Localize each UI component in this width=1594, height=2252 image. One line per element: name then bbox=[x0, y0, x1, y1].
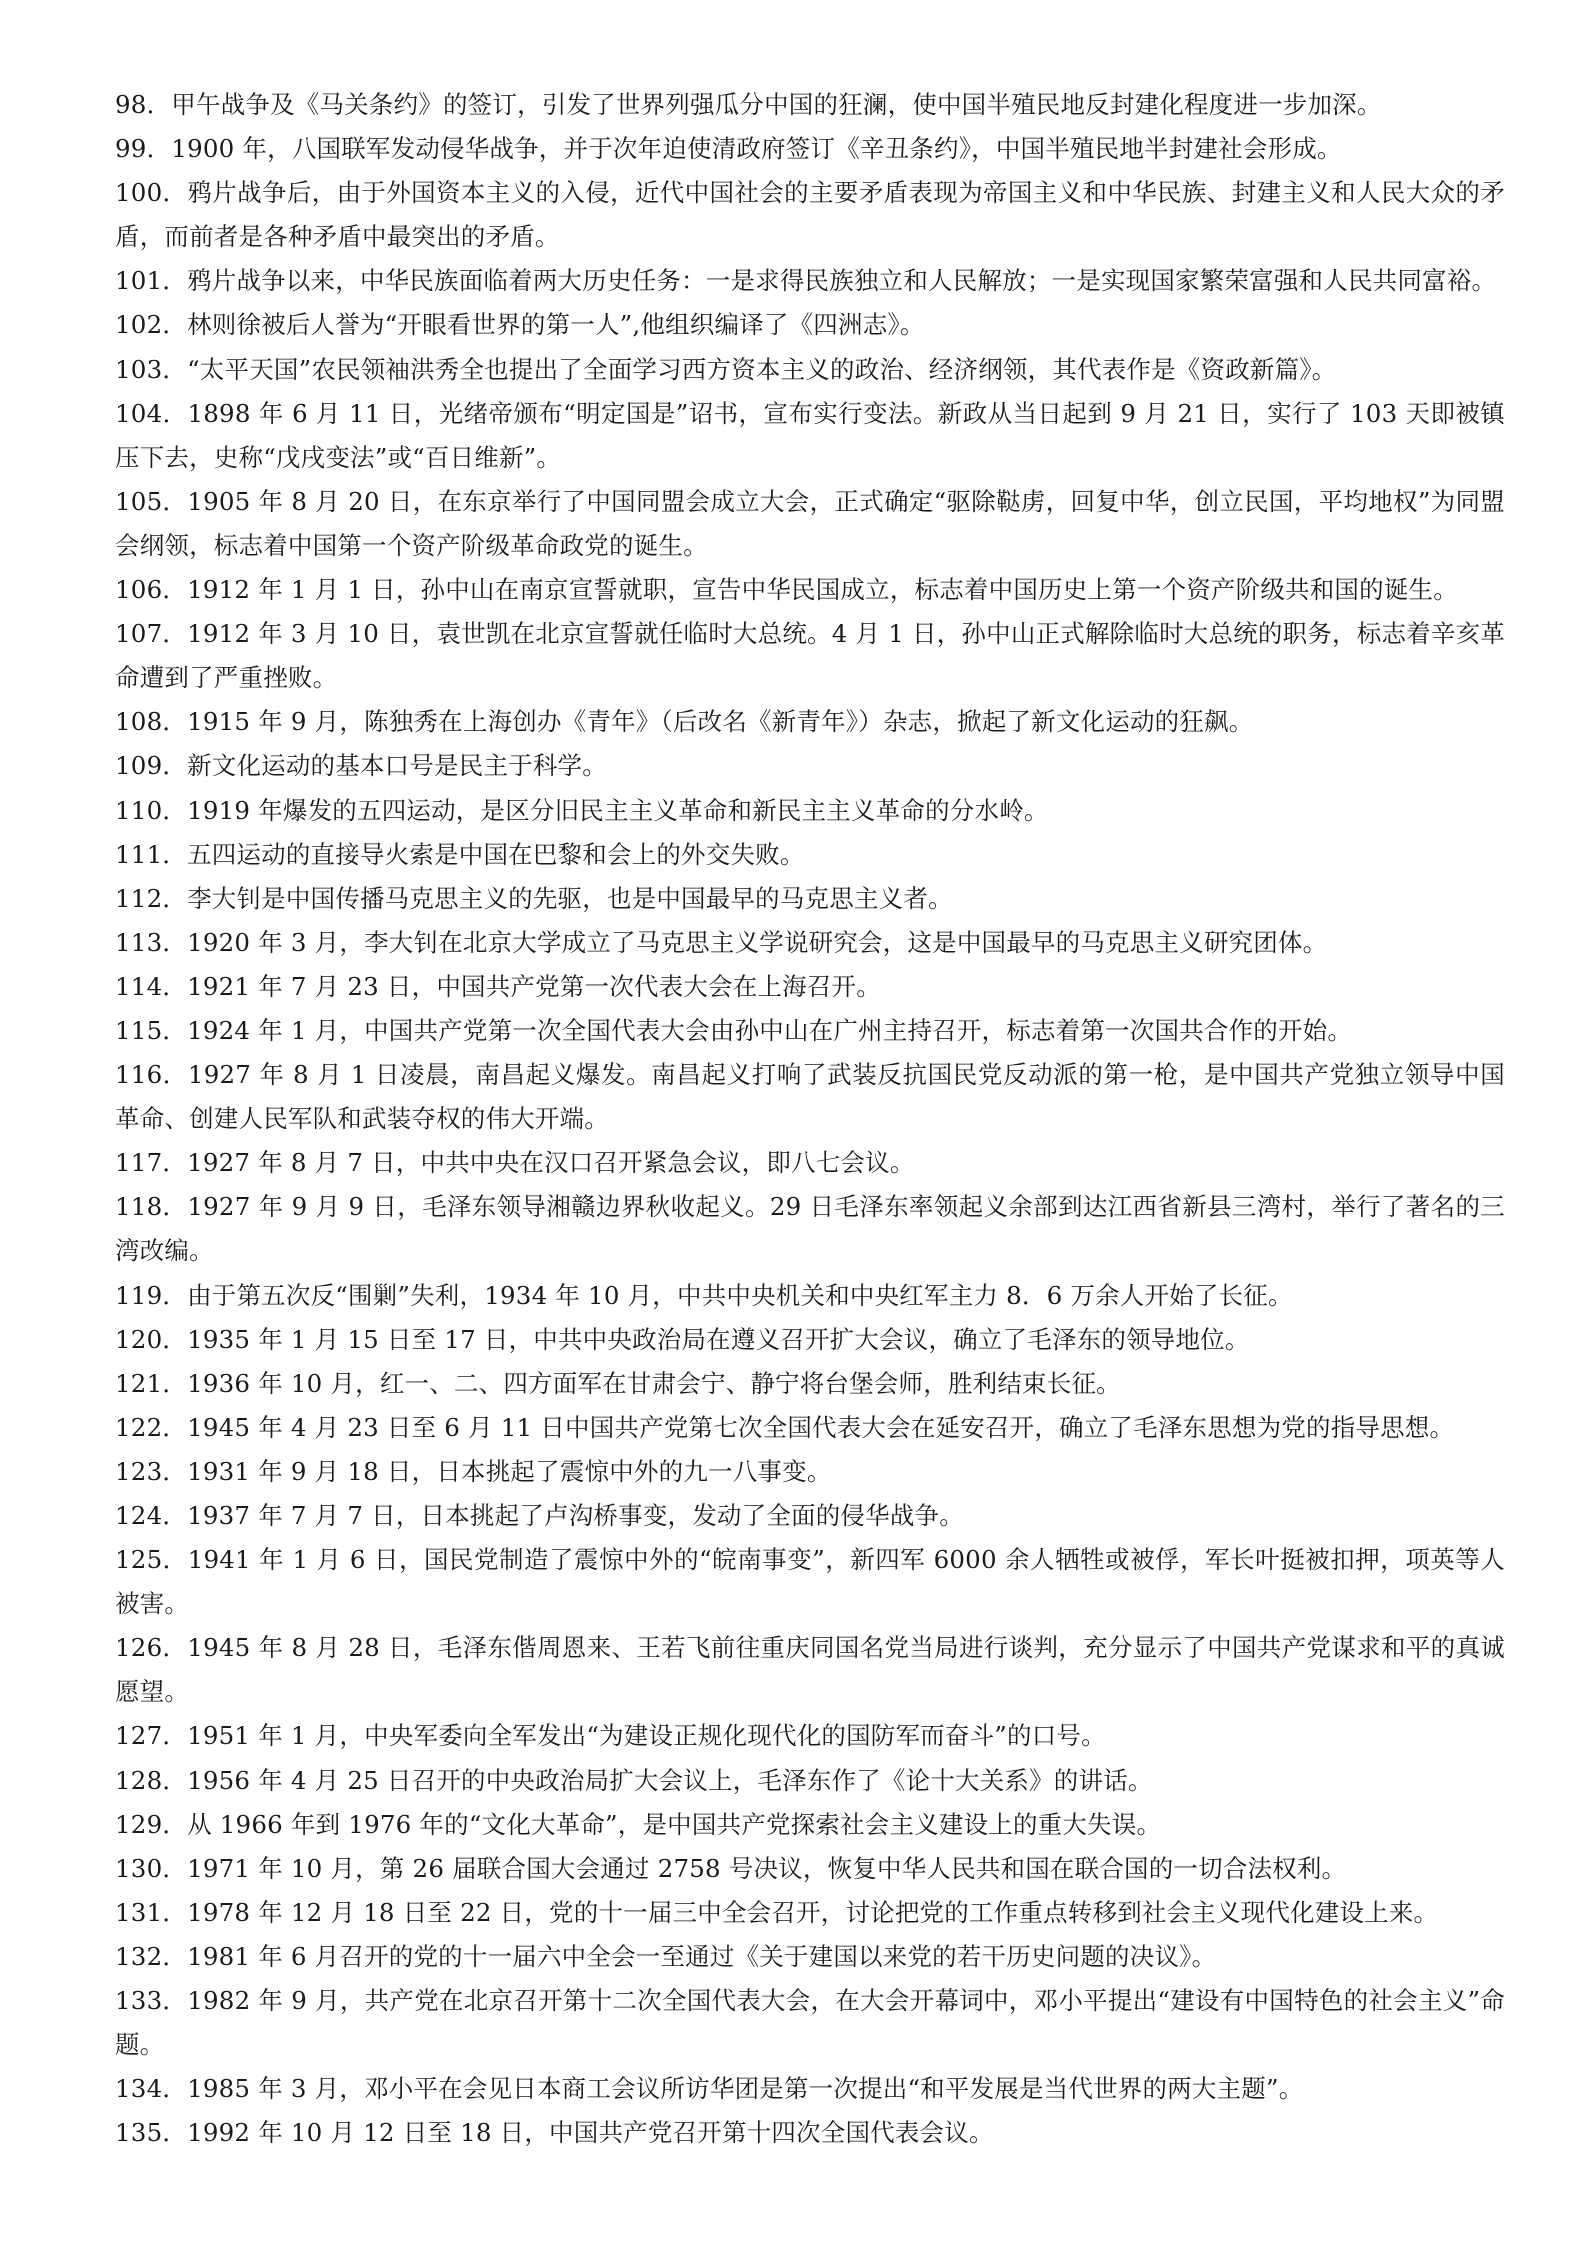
list-item: 120．1935 年 1 月 15 日至 17 日，中共中央政治局在遵义召开扩大会议，确立了毛泽东的领导地位。 bbox=[115, 1324, 1250, 1354]
list-item: 133．1982 年 9 月，共产党在北京召开第十二次全国代表大会，在大会开幕词中，邓小平提出“建设有中国特色的社会主义”命题。 bbox=[115, 1986, 1505, 2060]
list-item: 128．1956 年 4 月 25 日召开的中央政治局扩大会议上，毛泽东作了《论十大关系》的讲话。 bbox=[115, 1765, 1153, 1795]
list-item: 108．1915 年 9 月，陈独秀在上海创办《青年》（后改名《新青年》）杂志，掀起了新文化运动的狂飙。 bbox=[115, 707, 1254, 737]
list-item: 99．1900 年，八国联军发动侵华战争，并于次年迫使清政府签订《辛丑条约》，中国半殖民地半封建社会形成。 bbox=[115, 134, 1342, 164]
list-item: 135．1992 年 10 月 12 日至 18 日，中国共产党召开第十四次全国代表会议。 bbox=[115, 2118, 994, 2148]
list-item: 109．新文化运动的基本口号是民主于科学。 bbox=[115, 751, 607, 781]
list-item: 103．“太平天国”农民领袖洪秀全也提出了全面学习西方资本主义的政治、经济纲领，其代表作是《资政新篇》。 bbox=[115, 354, 1337, 384]
list-item: 107．1912 年 3 月 10 日，袁世凯在北京宣誓就任临时大总统。4 月 1 日，孙中山正式解除临时大总统的职务，标志着辛亥革命遭到了严重挫败。 bbox=[115, 619, 1505, 693]
list-item: 102．林则徐被后人誉为“开眼看世界的第一人”,他组织编译了《四洲志》。 bbox=[115, 310, 925, 340]
list-item: 115．1924 年 1 月，中国共产党第一次全国代表大会由孙中山在广州主持召开，标志着第一次国共合作的开始。 bbox=[115, 1015, 1353, 1045]
list-item: 113．1920 年 3 月，李大钊在北京大学成立了马克思主义学说研究会，这是中国最早的马克思主义研究团体。 bbox=[115, 927, 1328, 957]
list-item: 121．1936 年 10 月，红一、二、四方面军在甘肃会宁、静宁将台堡会师，胜利结束长征。 bbox=[115, 1368, 1121, 1398]
list-item: 118．1927 年 9 月 9 日，毛泽东领导湘赣边界秋收起义。29 日毛泽东率领起义余部到达江西省新县三湾村，举行了著名的三湾改编。 bbox=[115, 1192, 1505, 1266]
list-item: 122．1945 年 4 月 23 日至 6 月 11 日中国共产党第七次全国代表大会在延安召开，确立了毛泽东思想为党的指导思想。 bbox=[115, 1412, 1455, 1442]
list-item: 100．鸦片战争后，由于外国资本主义的入侵，近代中国社会的主要矛盾表现为帝国主义和中华民族、封建主义和人民大众的矛盾，而前者是各种矛盾中最突出的矛盾。 bbox=[115, 178, 1505, 252]
list-item: 114．1921 年 7 月 23 日，中国共产党第一次代表大会在上海召开。 bbox=[115, 971, 881, 1001]
list-item: 116．1927 年 8 月 1 日凌晨，南昌起义爆发。南昌起义打响了武装反抗国民党反动派的第一枪，是中国共产党独立领导中国革命、创建人民军队和武装夺权的伟大开端。 bbox=[115, 1060, 1505, 1134]
list-item: 117．1927 年 8 月 7 日，中共中央在汉口召开紧急会议，即八七会议。 bbox=[115, 1148, 915, 1178]
list-item: 106．1912 年 1 月 1 日，孙中山在南京宣誓就职，宣告中华民国成立，标志着中国历史上第一个资产阶级共和国的诞生。 bbox=[115, 575, 1458, 605]
list-item: 131．1978 年 12 月 18 日至 22 日，党的十一届三中全会召开，讨论把党的工作重点转移到社会主义现代化建设上来。 bbox=[115, 1897, 1439, 1927]
list-item: 105．1905 年 8 月 20 日，在东京举行了中国同盟会成立大会，正式确定“驱除鞑虏，回复中华，创立民国，平均地权”为同盟会纲领，标志着中国第一个资产阶级革命政党的诞生。 bbox=[115, 486, 1505, 560]
list-item: 124．1937 年 7 月 7 日，日本挑起了卢沟桥事变，发动了全面的侵华战争。 bbox=[115, 1501, 964, 1530]
list-item: 123．1931 年 9 月 18 日，日本挑起了震惊中外的九一八事变。 bbox=[115, 1456, 832, 1486]
list-item: 129．从 1966 年到 1976 年的“文化大革命”，是中国共产党探索社会主义建设上的重大失误。 bbox=[115, 1809, 1162, 1839]
list-item: 112．李大钊是中国传播马克思主义的先驱，也是中国最早的马克思主义者。 bbox=[115, 883, 953, 913]
list-item: 98．甲午战争及《马关条约》的签订，引发了世界列强瓜分中国的狂澜，使中国半殖民地反封建化程度进一步加深。 bbox=[115, 90, 1382, 119]
list-item: 130．1971 年 10 月，第 26 届联合国大会通过 2758 号决议，恢复中华人民共和国在联合国的一切合法权利。 bbox=[115, 1853, 1347, 1883]
list-item: 119．由于第五次反“围剿”失利，1934 年 10 月，中共中央机关和中央红军主力 8．6 万余人开始了长征。 bbox=[115, 1280, 1293, 1310]
list-item: 127．1951 年 1 月，中央军委向全军发出“为建设正规化现代化的国防军而奋斗”的口号。 bbox=[115, 1721, 1106, 1751]
list-item: 111．五四运动的直接导火索是中国在巴黎和会上的外交失败。 bbox=[115, 839, 805, 869]
list-item: 125．1941 年 1 月 6 日，国民党制造了震惊中外的“皖南事变”，新四军 6000 余人牺牲或被俘，军长叶挺被扣押，项英等人被害。 bbox=[115, 1545, 1505, 1619]
list-item: 134．1985 年 3 月，邓小平在会见日本商工会议所访华团是第一次提出“和平发展是当代世界的两大主题”。 bbox=[115, 2074, 1304, 2104]
list-item: 132．1981 年 6 月召开的党的十一届六中全会一至通过《关于建国以来党的若干历史问题的决议》。 bbox=[115, 1941, 1217, 1971]
list-item: 101．鸦片战争以来，中华民族面临着两大历史任务：一是求得民族独立和人民解放；一是实现国家繁荣富强和人民共同富裕。 bbox=[115, 266, 1497, 296]
list-item: 110．1919 年爆发的五四运动，是区分旧民主主义革命和新民主主义革命的分水岭。 bbox=[115, 795, 1049, 825]
list-item: 126．1945 年 8 月 28 日，毛泽东偕周恩来、王若飞前往重庆同国名党当局进行谈判，充分显示了中国共产党谋求和平的真诚愿望。 bbox=[115, 1633, 1505, 1707]
list-item: 104．1898 年 6 月 11 日，光绪帝颁布“明定国是”诏书，宣布实行变法。新政从当日起到 9 月 21 日，实行了 103 天即被镇压下去，史称“戊戌变法”或“百日维新”。 bbox=[115, 398, 1505, 472]
text-body bbox=[115, 83, 1505, 2155]
